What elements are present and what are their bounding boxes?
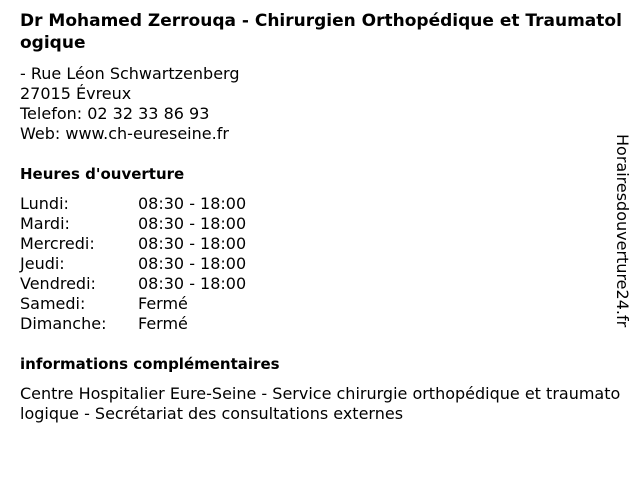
hours-row-wednesday bbox=[20, 234, 246, 254]
info-heading: informations complémentaires bbox=[20, 355, 280, 373]
info-text: Centre Hospitalier Eure-Seine - Service chirurgie orthopédique et traumatologique - Secrétariat des consultations externes bbox=[20, 384, 621, 423]
day-label: Jeudi: bbox=[20, 254, 65, 273]
time-value: 08:30 - 18:00 bbox=[138, 214, 247, 233]
time-value: 08:30 - 18:00 bbox=[138, 274, 247, 293]
hours-heading: Heures d'ouverture bbox=[20, 165, 185, 183]
time-value: Fermé bbox=[138, 294, 188, 313]
day-label: Mercredi: bbox=[20, 234, 95, 253]
page-title: Dr Mohamed Zerrouqa - Chirurgien Orthopédique et Traumatologique bbox=[20, 11, 622, 53]
address-street: - Rue Léon Schwartzenberg bbox=[20, 64, 240, 83]
hours-row-thursday bbox=[20, 254, 246, 274]
hours-row-monday bbox=[20, 194, 246, 214]
hours-row-saturday bbox=[20, 294, 246, 314]
day-label: Dimanche: bbox=[20, 314, 107, 333]
phone-number: Telefon: 02 32 33 86 93 bbox=[20, 104, 210, 123]
time-value: Fermé bbox=[138, 314, 188, 333]
day-label: Lundi: bbox=[20, 194, 69, 213]
address-block bbox=[20, 64, 240, 144]
time-value: 08:30 - 18:00 bbox=[138, 254, 247, 273]
time-value: 08:30 - 18:00 bbox=[138, 234, 247, 253]
website-link[interactable]: Web: www.ch-eureseine.fr bbox=[20, 124, 229, 143]
time-value: 08:30 - 18:00 bbox=[138, 194, 247, 213]
address-city: 27015 Évreux bbox=[20, 84, 132, 103]
hours-row-friday bbox=[20, 274, 246, 294]
day-label: Vendredi: bbox=[20, 274, 96, 293]
hours-table bbox=[20, 194, 246, 334]
site-watermark: Horairesdouverture24.fr bbox=[613, 134, 632, 328]
day-label: Samedi: bbox=[20, 294, 86, 313]
day-label: Mardi: bbox=[20, 214, 70, 233]
hours-row-tuesday bbox=[20, 214, 246, 234]
hours-row-sunday bbox=[20, 314, 246, 334]
